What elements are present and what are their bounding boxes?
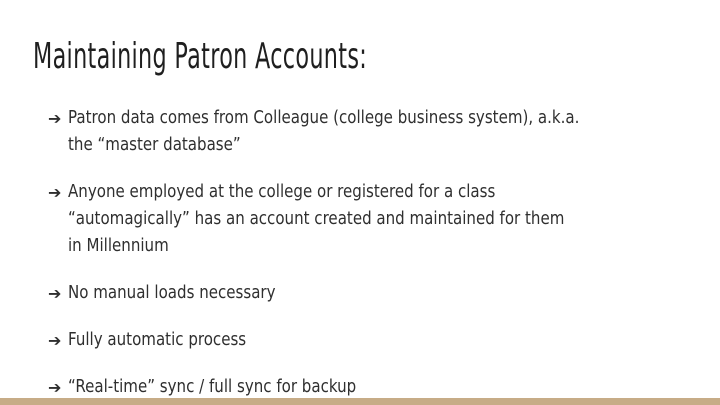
bullet-list [48,105,708,401]
bullet-text [68,280,720,307]
bullet-text [68,327,720,354]
bullet-line: Fully automatic process [68,330,247,350]
right-arrow-icon: ➔ [48,284,62,303]
right-arrow-icon: ➔ [48,331,62,350]
bullet-item [48,280,708,307]
footer-accent-bar [0,398,720,405]
right-arrow-icon: ➔ [48,183,62,202]
bullet-text [68,374,720,401]
bullet-item [48,374,708,401]
bullet-line: “automagically” has an account created and maintained for them [68,209,565,229]
bullet-line: No manual loads necessary [68,283,276,303]
bullet-line: Patron data comes from Colleague (college business system), a.k.a. [68,108,580,128]
bullet-item [48,327,708,354]
right-arrow-icon: ➔ [48,109,62,128]
bullet-line: Anyone employed at the college or registered for a class [68,182,496,202]
bullet-line: in Millennium [68,236,169,256]
bullet-line: the “master database” [68,135,241,155]
bullet-line: “Real-time” sync / full sync for backup [68,377,357,397]
bullet-item [48,105,708,159]
slide-title: Maintaining Patron Accounts: [33,36,368,77]
bullet-text [68,179,720,260]
right-arrow-icon: ➔ [48,378,62,397]
bullet-item [48,179,708,260]
bullet-text [68,105,720,159]
